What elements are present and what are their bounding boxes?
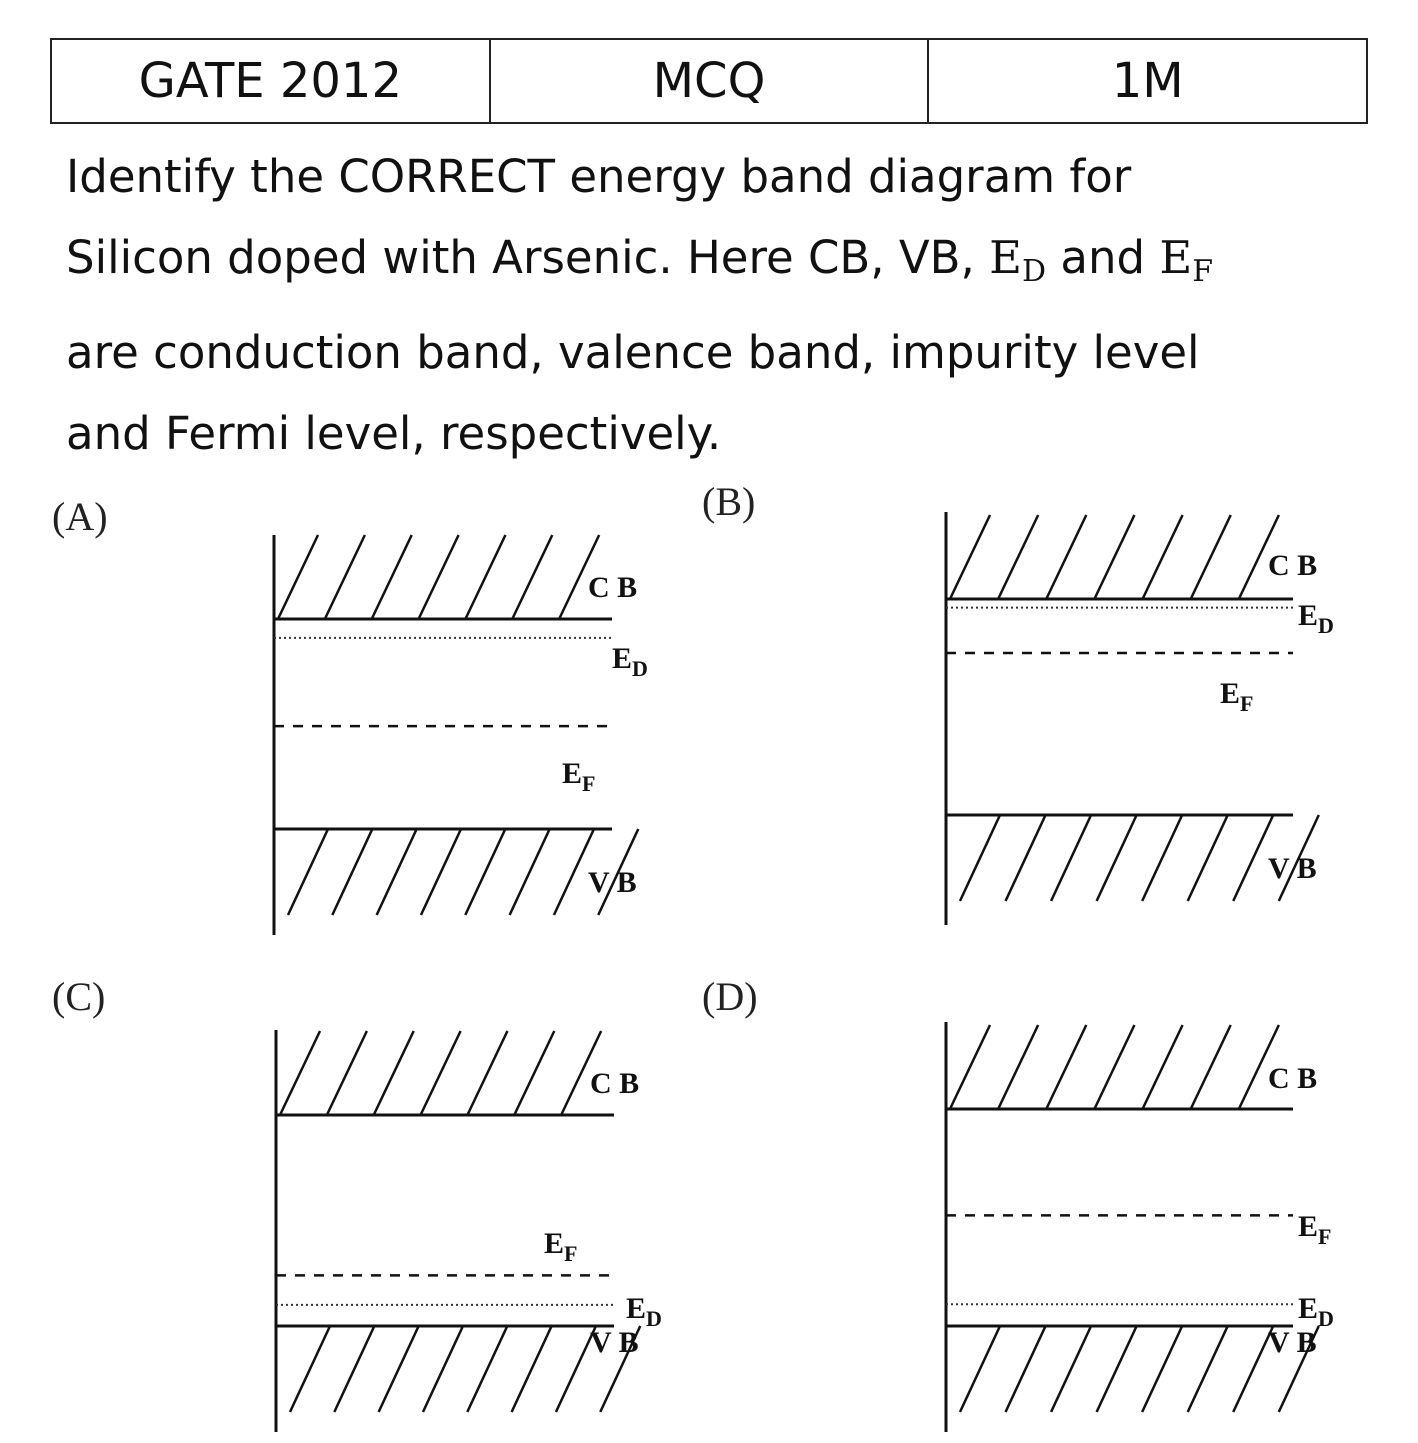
band-diagrams [0,470,1418,1443]
question-and: and [1046,231,1160,284]
option-b-vb-hatch [1097,815,1137,901]
question-line-4: and Fermi level, respectively. [66,407,722,460]
option-c-vb-hatch [379,1326,419,1412]
option-d-ed-label: E [1298,1292,1319,1325]
question-type-cell: MCQ [491,40,930,122]
option-c-cb-hatch [467,1031,507,1115]
option-b-cb-hatch [1094,515,1134,599]
option-c-cb-label: C B [590,1067,640,1100]
option-d-ed-sub: D [1318,1306,1334,1331]
option-a-vb-hatch [332,829,372,915]
option-c-vb-hatch [467,1326,507,1412]
option-a-vb-hatch [377,829,417,915]
ed-symbol: $E_D$ [989,231,1047,289]
option-a-vb-hatch [288,829,328,915]
header-table [50,38,1368,124]
option-d-vb-hatch [1097,1326,1137,1412]
option-d-label: (D) [702,974,758,1019]
option-a-ed-label: E [612,642,633,675]
option-c-vb-hatch [512,1326,552,1412]
option-b-vb-hatch [1051,815,1091,901]
option-a-vb-hatch [465,829,505,915]
option-c-ed-sub: D [646,1306,662,1331]
option-c-cb-hatch [421,1031,461,1115]
option-a-vb-hatch [510,829,550,915]
option-c-cb-hatch [514,1031,554,1115]
option-d-cb-label: C B [1268,1062,1318,1095]
option-c-cb-hatch [374,1031,414,1115]
option-b-ed-label: E [1298,599,1319,632]
option-d-vb-hatch [1006,1326,1046,1412]
option-d-cb-hatch [1191,1025,1231,1109]
option-b-vb-hatch [1188,815,1228,901]
option-b-cb-hatch [998,515,1038,599]
option-b-cb-label: C B [1268,549,1318,582]
option-d-cb-hatch [1046,1025,1086,1109]
option-d-ef-sub: F [1318,1224,1332,1249]
option-a-cb-hatch [419,535,459,619]
option-a-vb-label: V B [588,866,637,899]
option-c-ef-label: E [544,1227,565,1260]
option-b-label: (B) [702,479,756,524]
option-a-ef-label: E [562,757,583,790]
option-b-vb-label: V B [1268,852,1317,885]
option-c-vb-hatch [334,1326,374,1412]
option-a-cb-hatch [278,535,318,619]
option-c-ef-sub: F [564,1241,578,1266]
option-b-ef-label: E [1220,677,1241,710]
option-a-ef-sub: F [582,771,596,796]
option-b-cb-hatch [950,515,990,599]
option-d-vb-label: V B [1268,1326,1317,1359]
option-a-label: (A) [52,494,108,539]
option-b-cb-hatch [1191,515,1231,599]
option-c-vb-hatch [290,1326,330,1412]
option-c-cb-hatch [280,1031,320,1115]
option-b-ef-sub: F [1240,691,1254,716]
option-b-ed-sub: D [1318,613,1334,638]
question-line-2 [66,217,1386,312]
option-c-ed-label: E [626,1292,647,1325]
option-d-ef-label: E [1298,1210,1319,1243]
option-c-vb-hatch [423,1326,463,1412]
option-b-vb-hatch [1142,815,1182,901]
question-line-3: are conduction band, valence band, impurity level [66,326,1200,379]
option-d-cb-hatch [1094,1025,1134,1109]
option-d-cb-hatch [950,1025,990,1109]
option-b-cb-hatch [1046,515,1086,599]
option-a-cb-hatch [325,535,365,619]
option-a-cb-hatch [512,535,552,619]
option-a-vb-hatch [421,829,461,915]
option-a-ed-sub: D [632,656,648,681]
question-line-2-text: Silicon doped with Arsenic. Here CB, VB, [66,231,990,284]
option-b-vb-hatch [1006,815,1046,901]
option-d-cb-hatch [998,1025,1038,1109]
option-c-cb-hatch [327,1031,367,1115]
option-b-cb-hatch [1143,515,1183,599]
option-d-vb-hatch [1188,1326,1228,1412]
ef-symbol: $E_F$ [1159,231,1214,289]
option-a-cb-hatch [465,535,505,619]
option-a-cb-hatch [372,535,412,619]
option-c-vb-label: V B [590,1326,639,1359]
question-line-1: Identify the CORRECT energy band diagram for [66,150,1132,203]
exam-cell: GATE 2012 [52,40,491,122]
option-a-cb-label: C B [588,571,638,604]
option-d-cb-hatch [1143,1025,1183,1109]
option-b-vb-hatch [960,815,1000,901]
marks-cell: 1M [1111,53,1184,109]
option-d-vb-hatch [1142,1326,1182,1412]
option-c-label: (C) [52,974,106,1019]
option-d-vb-hatch [1051,1326,1091,1412]
question-text [66,136,1386,474]
option-d-vb-hatch [960,1326,1000,1412]
